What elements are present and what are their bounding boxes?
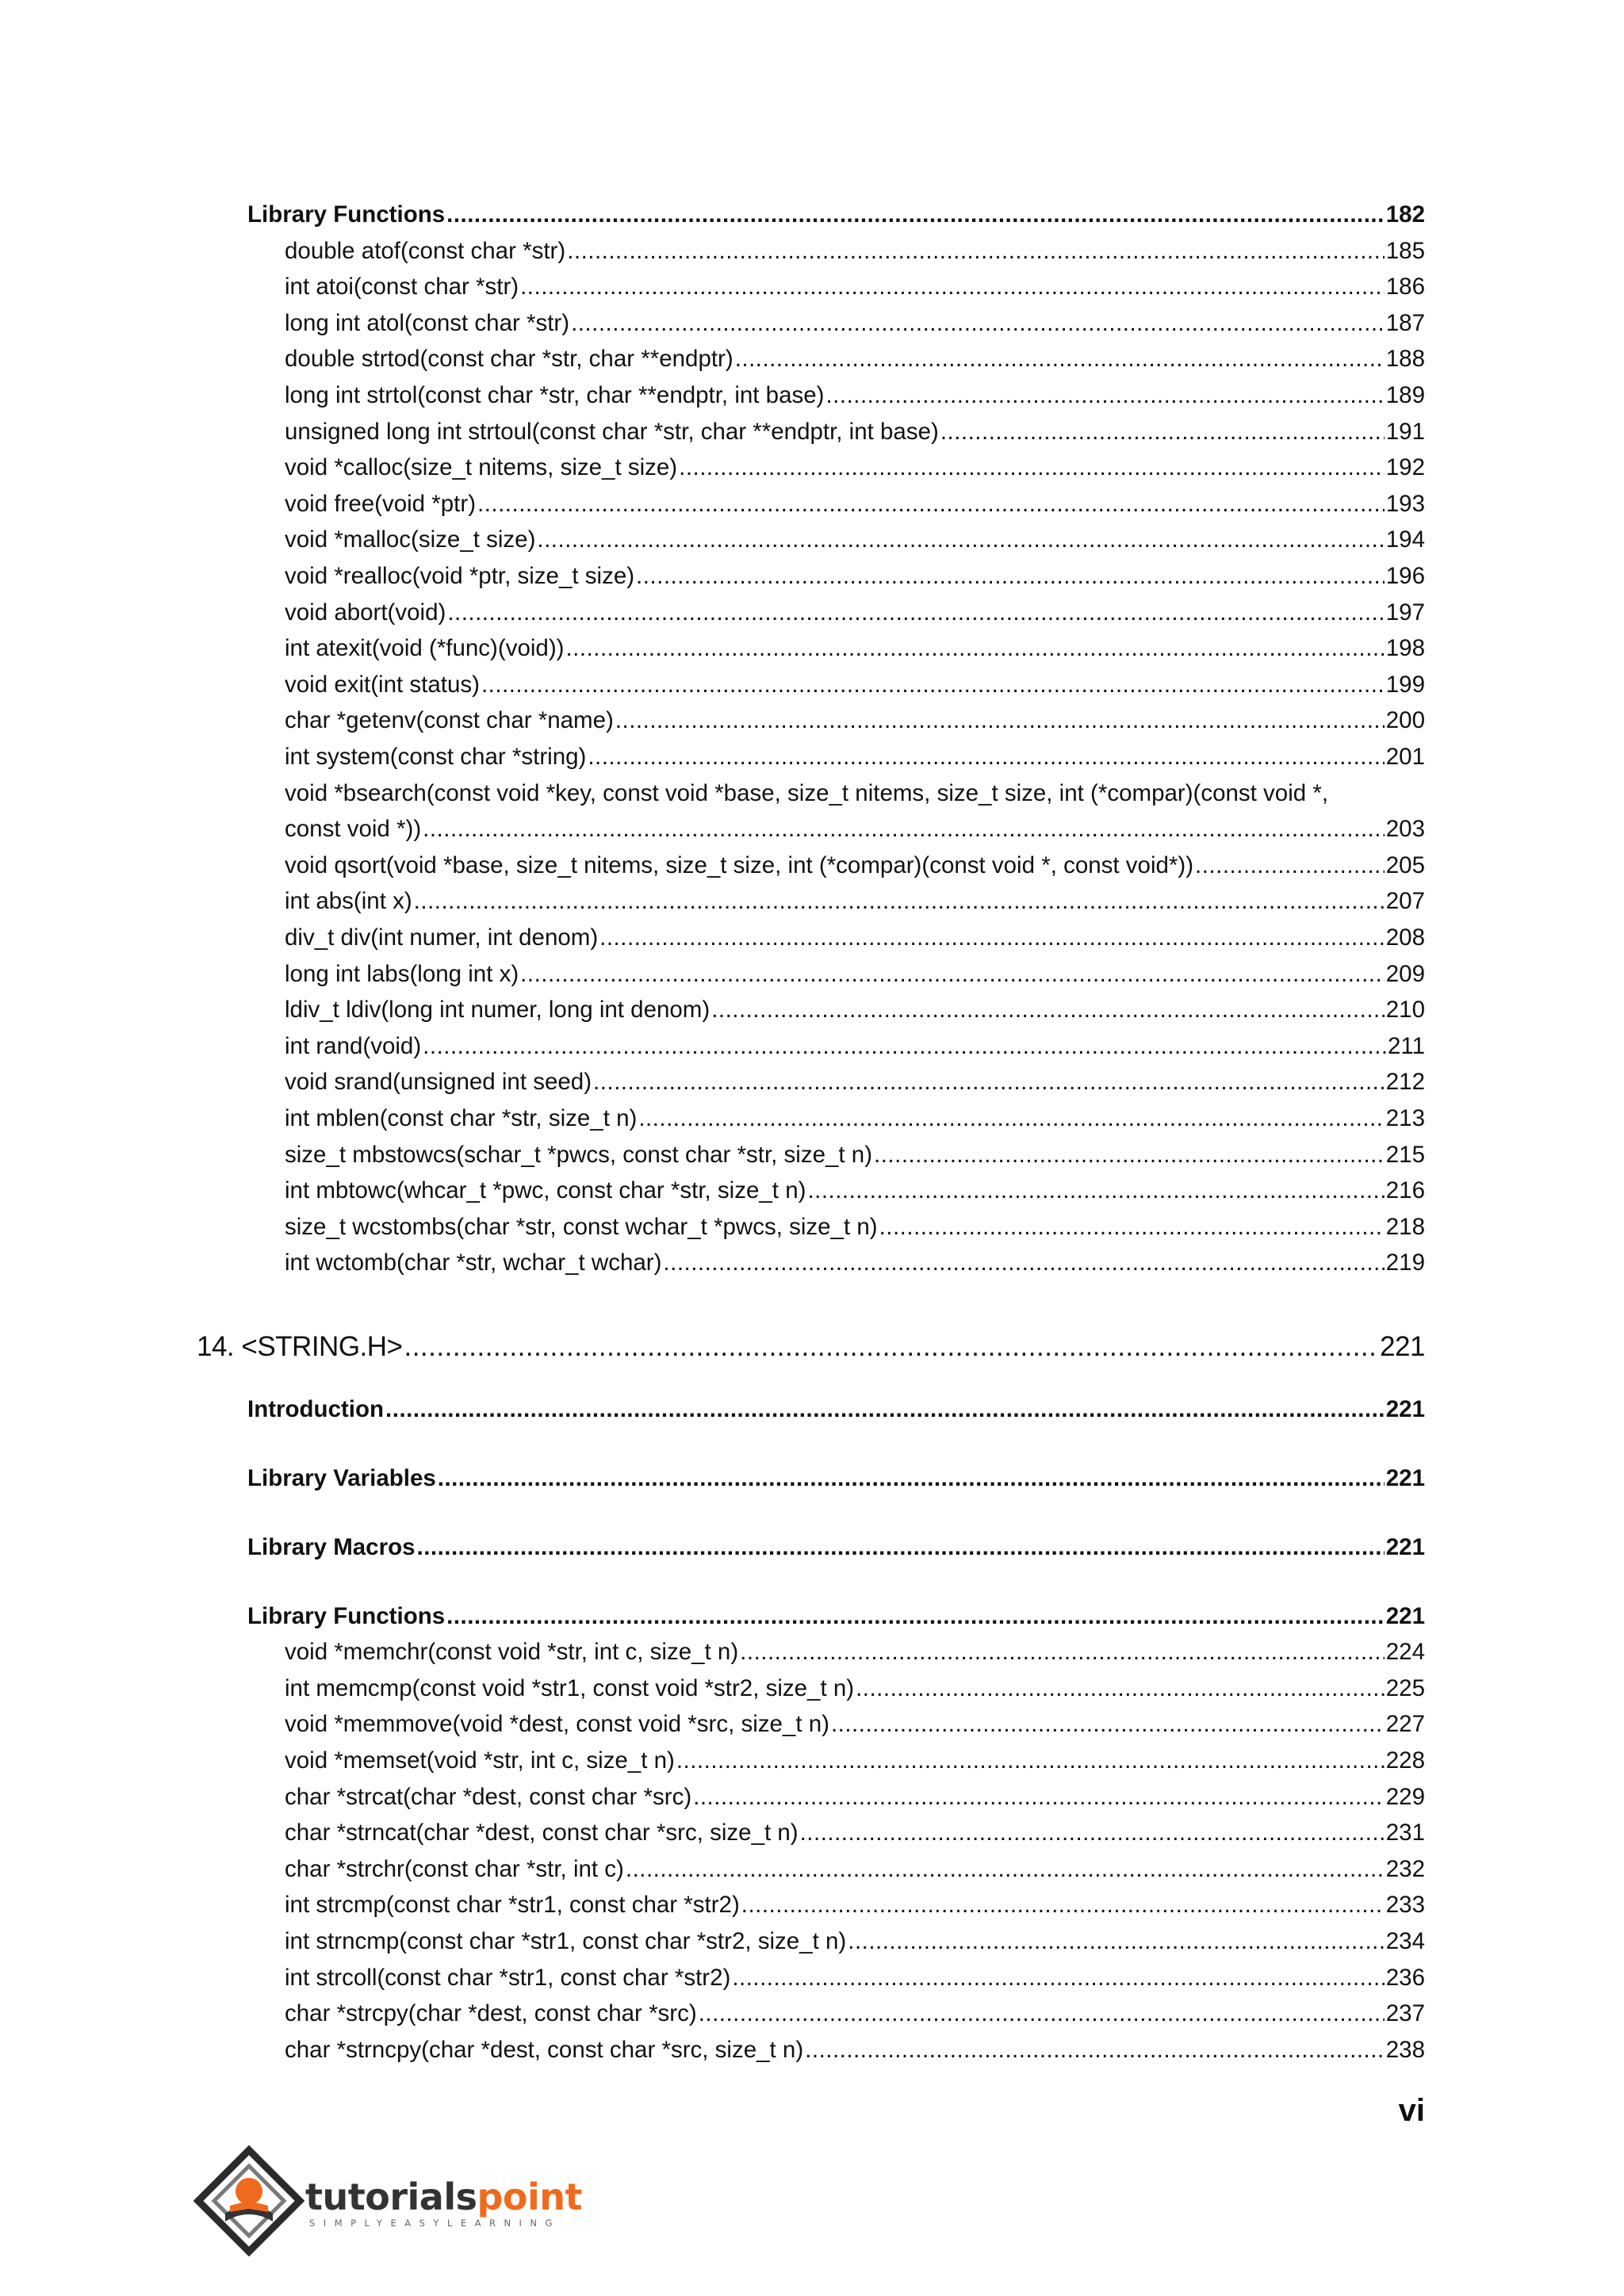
toc-section-entry[interactable]: [247, 1533, 1425, 1563]
toc-page-number: 209: [1385, 960, 1425, 987]
toc-page-number: 221: [1380, 1331, 1425, 1362]
toc-chapter-heading[interactable]: [197, 1329, 1425, 1365]
toc-entry-title: size_t wcstombs(char *str, const wchar_t *pwcs, size_t n): [285, 1213, 878, 1240]
toc-page-number: 210: [1385, 997, 1425, 1024]
toc-page-number: 197: [1385, 599, 1425, 626]
dot-leader: [879, 1212, 1385, 1242]
dot-leader: [593, 1067, 1385, 1097]
toc-entry[interactable]: [285, 633, 1425, 664]
toc-page-number: 234: [1385, 1928, 1425, 1954]
toc-page-number: 227: [1385, 1711, 1425, 1738]
dot-leader: [599, 923, 1385, 953]
toc-page-number: 211: [1387, 1032, 1425, 1059]
toc-page-number: 203: [1385, 816, 1425, 843]
toc-page-number: 216: [1385, 1177, 1425, 1204]
toc-entry[interactable]: [285, 851, 1425, 881]
toc-page-number: 193: [1385, 490, 1425, 517]
toc-entry-title: char *strncat(char *dest, const char *src, size_t n): [285, 1820, 799, 1846]
toc-entry-title: Library Macros: [247, 1533, 416, 1560]
toc-entry-title: ldiv_t ldiv(long int numer, long int denom): [285, 997, 710, 1024]
dot-leader: [940, 417, 1385, 447]
toc-entry-title: int atoi(const char *str): [285, 274, 519, 300]
toc-entry-title: Library Functions: [247, 1602, 446, 1629]
toc-entry[interactable]: [285, 1963, 1425, 1993]
toc-entry-title: int strcoll(const char *str1, const char *str2): [285, 1964, 731, 1991]
toc-entry-title: int strncmp(const char *str1, const char *str2, size_t n): [285, 1928, 847, 1954]
toc-entry-title: int mblen(const char *str, size_t n): [285, 1105, 638, 1131]
logo-tagline: SIMPLYEASYLEARNING: [309, 2218, 561, 2229]
dot-leader: [537, 525, 1384, 555]
dot-leader: [693, 1782, 1385, 1812]
dot-leader: [1195, 851, 1385, 881]
dot-leader: [414, 886, 1385, 916]
toc-page-number: 221: [1385, 1464, 1425, 1491]
dot-leader: [676, 1746, 1385, 1776]
toc-page-number: 215: [1385, 1141, 1425, 1168]
dot-leader: [404, 1329, 1378, 1365]
toc-page-number: 199: [1385, 671, 1425, 698]
toc-entry-title: int strcmp(const char *str1, const char *str2): [285, 1892, 740, 1919]
toc-entry-title: int rand(void): [285, 1032, 422, 1059]
toc-entry[interactable]: [285, 1637, 1425, 1667]
toc-entry[interactable]: [285, 1818, 1425, 1848]
dot-leader: [699, 1999, 1385, 2029]
toc-entry[interactable]: [285, 959, 1425, 989]
dot-leader: [571, 308, 1385, 339]
toc-entry[interactable]: [285, 272, 1425, 302]
dot-leader: [636, 561, 1385, 591]
toc-entry[interactable]: [285, 561, 1425, 591]
toc-page-number: 192: [1385, 454, 1425, 481]
toc-entry-title: char *strncpy(char *dest, const char *src, size_t n): [285, 2036, 804, 2063]
toc-entry-title: int abs(int x): [285, 888, 412, 915]
dot-leader: [805, 2035, 1385, 2065]
toc-entry[interactable]: [285, 1709, 1425, 1739]
toc-page-number: 213: [1385, 1105, 1425, 1131]
dot-leader: [740, 1637, 1385, 1667]
dot-leader: [663, 1248, 1384, 1278]
toc-page-number: 238: [1385, 2036, 1425, 2063]
toc-entry[interactable]: [285, 1031, 1425, 1062]
dot-leader: [711, 995, 1385, 1025]
toc-entry-title: void *memmove(void *dest, const void *src, size_t n): [285, 1711, 829, 1738]
toc-entry[interactable]: [285, 742, 1425, 772]
toc-entry[interactable]: [285, 1854, 1425, 1885]
dot-leader: [735, 344, 1385, 374]
dot-leader: [520, 272, 1385, 302]
logo-brand-accent: point: [477, 2175, 583, 2218]
logo-emblem-icon: [193, 2145, 304, 2256]
toc-entry[interactable]: [285, 1067, 1425, 1097]
toc-entry[interactable]: [285, 417, 1425, 447]
dot-leader: [856, 1674, 1385, 1704]
dot-leader: [732, 1963, 1384, 1993]
toc-page-number: 221: [1385, 1533, 1425, 1560]
toc-page-number: 191: [1385, 418, 1425, 445]
toc-page-number: 182: [1385, 201, 1425, 228]
toc-entry[interactable]: [285, 236, 1425, 266]
toc-entry[interactable]: [285, 1176, 1425, 1206]
toc-page-number: 225: [1385, 1674, 1425, 1701]
dot-leader: [825, 381, 1384, 411]
toc-page-number: 188: [1385, 346, 1425, 373]
dot-leader: [848, 1927, 1385, 1957]
toc-page-number: 218: [1385, 1213, 1425, 1240]
dot-leader: [417, 1533, 1385, 1563]
toc-page-number: 194: [1385, 526, 1425, 553]
toc-entry[interactable]: [285, 1248, 1425, 1278]
toc-entry-title: Library Variables: [247, 1464, 436, 1491]
dot-leader: [565, 633, 1384, 664]
tutorialspoint-logo: [193, 2145, 304, 2260]
toc-entry-title: void srand(unsigned int seed): [285, 1069, 592, 1096]
toc-entry[interactable]: [285, 706, 1425, 736]
toc-entry-title: void *malloc(size_t size): [285, 526, 536, 553]
toc-section-entry[interactable]: [247, 200, 1425, 230]
toc-page-number: 198: [1385, 635, 1425, 662]
toc-entry-title: double atof(const char *str): [285, 237, 566, 264]
dot-leader: [481, 670, 1385, 700]
toc-page-number: 221: [1385, 1602, 1425, 1629]
dot-leader: [679, 453, 1385, 483]
toc-page-number: 208: [1385, 924, 1425, 951]
dot-leader: [874, 1140, 1385, 1170]
toc-entry[interactable]: [285, 1674, 1425, 1704]
toc-entry[interactable]: [285, 308, 1425, 339]
toc-page-number: 236: [1385, 1964, 1425, 1991]
toc-entry-title: void *memchr(const void *str, int c, size_t n): [285, 1639, 739, 1666]
toc-page-number: 186: [1385, 274, 1425, 300]
toc-entry[interactable]: [285, 2035, 1425, 2065]
toc-entry-title: Introduction: [247, 1395, 385, 1422]
toc-entry[interactable]: [285, 1104, 1425, 1134]
toc-entry-title: unsigned long int strtoul(const char *str, char **endptr, int base): [285, 418, 939, 445]
toc-entry[interactable]: [285, 598, 1425, 628]
toc-entry-title: long int atol(const char *str): [285, 309, 570, 336]
dot-leader: [615, 706, 1385, 736]
toc-entry-title: void abort(void): [285, 599, 446, 626]
dot-leader: [446, 200, 1385, 230]
toc-entry[interactable]: [285, 1746, 1425, 1776]
toc-page-number: 232: [1385, 1855, 1425, 1882]
toc-entry[interactable]: [285, 814, 1425, 844]
toc-page-number: 200: [1385, 707, 1425, 734]
toc-entry-title: void free(void *ptr): [285, 490, 477, 517]
dot-leader: [831, 1709, 1385, 1739]
toc-entry[interactable]: [285, 1927, 1425, 1957]
toc-entry-text: void *bsearch(const void *key, const void *base, size_t nitems, size_t size, int (*compar)(const void *,: [285, 779, 1329, 806]
toc-entry[interactable]: [285, 1890, 1425, 1920]
toc-entry-title: char *getenv(const char *name): [285, 707, 614, 734]
logo-brand-dark: tutorials: [305, 2175, 477, 2218]
toc-entry[interactable]: [285, 1999, 1425, 2029]
toc-page-number: 187: [1385, 309, 1425, 336]
toc-entry-title: void exit(int status): [285, 671, 480, 698]
toc-page-number: 219: [1385, 1249, 1425, 1276]
toc-entry[interactable]: [285, 381, 1425, 411]
toc-page-number: 237: [1385, 2000, 1425, 2027]
toc-entry[interactable]: [285, 670, 1425, 700]
toc-page-number: 231: [1385, 1820, 1425, 1846]
toc-page-number: 205: [1385, 851, 1425, 878]
dot-leader: [520, 959, 1385, 989]
toc-entry[interactable]: [285, 1782, 1425, 1812]
toc-section-entry[interactable]: [247, 1601, 1425, 1632]
dot-leader: [638, 1104, 1384, 1134]
toc-page-number: 189: [1385, 382, 1425, 408]
dot-leader: [385, 1395, 1385, 1425]
toc-page-number: 221: [1385, 1395, 1425, 1422]
dot-leader: [741, 1890, 1385, 1920]
toc-entry[interactable]: [285, 923, 1425, 953]
toc-entry-title: long int strtol(const char *str, char **endptr, int base): [285, 382, 825, 408]
toc-entry-title: int system(const char *string): [285, 744, 587, 770]
toc-page-number: 233: [1385, 1892, 1425, 1919]
toc-entry-title: int memcmp(const void *str1, const void *str2, size_t n): [285, 1674, 855, 1701]
toc-entry-title: 14. <STRING.H>: [197, 1331, 403, 1362]
toc-entry-title: void *calloc(size_t nitems, size_t size): [285, 454, 678, 481]
dot-leader: [800, 1818, 1385, 1848]
toc-entry[interactable]: [285, 1212, 1425, 1242]
toc-entry-title: int mbtowc(whcar_t *pwc, const char *str, size_t n): [285, 1177, 806, 1204]
dot-leader: [447, 598, 1384, 628]
toc-entry[interactable]: [285, 453, 1425, 483]
dot-leader: [423, 1031, 1386, 1062]
toc-entry-title: void qsort(void *base, size_t nitems, size_t size, int (*compar)(const void *, const void*)): [285, 851, 1194, 878]
toc-page-number: 224: [1385, 1639, 1425, 1666]
toc-entry-title: double strtod(const char *str, char **endptr): [285, 346, 733, 373]
toc-entry-title: size_t mbstowcs(schar_t *pwcs, const char *str, size_t n): [285, 1141, 873, 1168]
toc-entry-title: Library Functions: [247, 201, 446, 228]
dot-leader: [477, 489, 1385, 519]
toc-entry[interactable]: [285, 995, 1425, 1025]
toc-page-number: 229: [1385, 1783, 1425, 1810]
toc-page-number: 207: [1385, 888, 1425, 915]
dot-leader: [438, 1464, 1385, 1494]
toc-entry-title: char *strcat(char *dest, const char *src): [285, 1783, 692, 1810]
toc-entry-title: void *realloc(void *ptr, size_t size): [285, 563, 635, 589]
toc-page-number: 201: [1385, 744, 1425, 770]
toc-entry-title: long int labs(long int x): [285, 960, 519, 987]
toc-entry-title: const void *)): [285, 816, 422, 843]
dot-leader: [423, 814, 1385, 844]
toc-entry[interactable]: [285, 886, 1425, 916]
dot-leader: [588, 742, 1384, 772]
toc-page-number: 185: [1385, 237, 1425, 264]
toc-page-number: 212: [1385, 1069, 1425, 1096]
dot-leader: [626, 1854, 1385, 1885]
toc-entry[interactable]: [285, 344, 1425, 374]
toc-entry[interactable]: [285, 525, 1425, 555]
toc-entry[interactable]: [285, 489, 1425, 519]
dot-leader: [446, 1601, 1385, 1632]
dot-leader: [567, 236, 1385, 266]
toc-entry-title: int wctomb(char *str, wchar_t wchar): [285, 1249, 662, 1276]
toc-page-number: 196: [1385, 563, 1425, 589]
toc-entry[interactable]: [285, 1140, 1425, 1170]
toc-section-entry[interactable]: [247, 1395, 1425, 1425]
logo-wordmark: [305, 2175, 582, 2218]
toc-entry-title: char *strchr(const char *str, int c): [285, 1855, 624, 1882]
toc-entry-title: int atexit(void (*func)(void)): [285, 635, 565, 662]
toc-entry-title: div_t div(int numer, int denom): [285, 924, 599, 951]
toc-entry-title: void *memset(void *str, int c, size_t n): [285, 1747, 675, 1774]
toc-section-entry[interactable]: [247, 1464, 1425, 1494]
dot-leader: [807, 1176, 1384, 1206]
page-number: vi: [1398, 2093, 1425, 2128]
toc-entry-title: char *strcpy(char *dest, const char *src): [285, 2000, 697, 2027]
toc-page-number: 228: [1385, 1747, 1425, 1774]
